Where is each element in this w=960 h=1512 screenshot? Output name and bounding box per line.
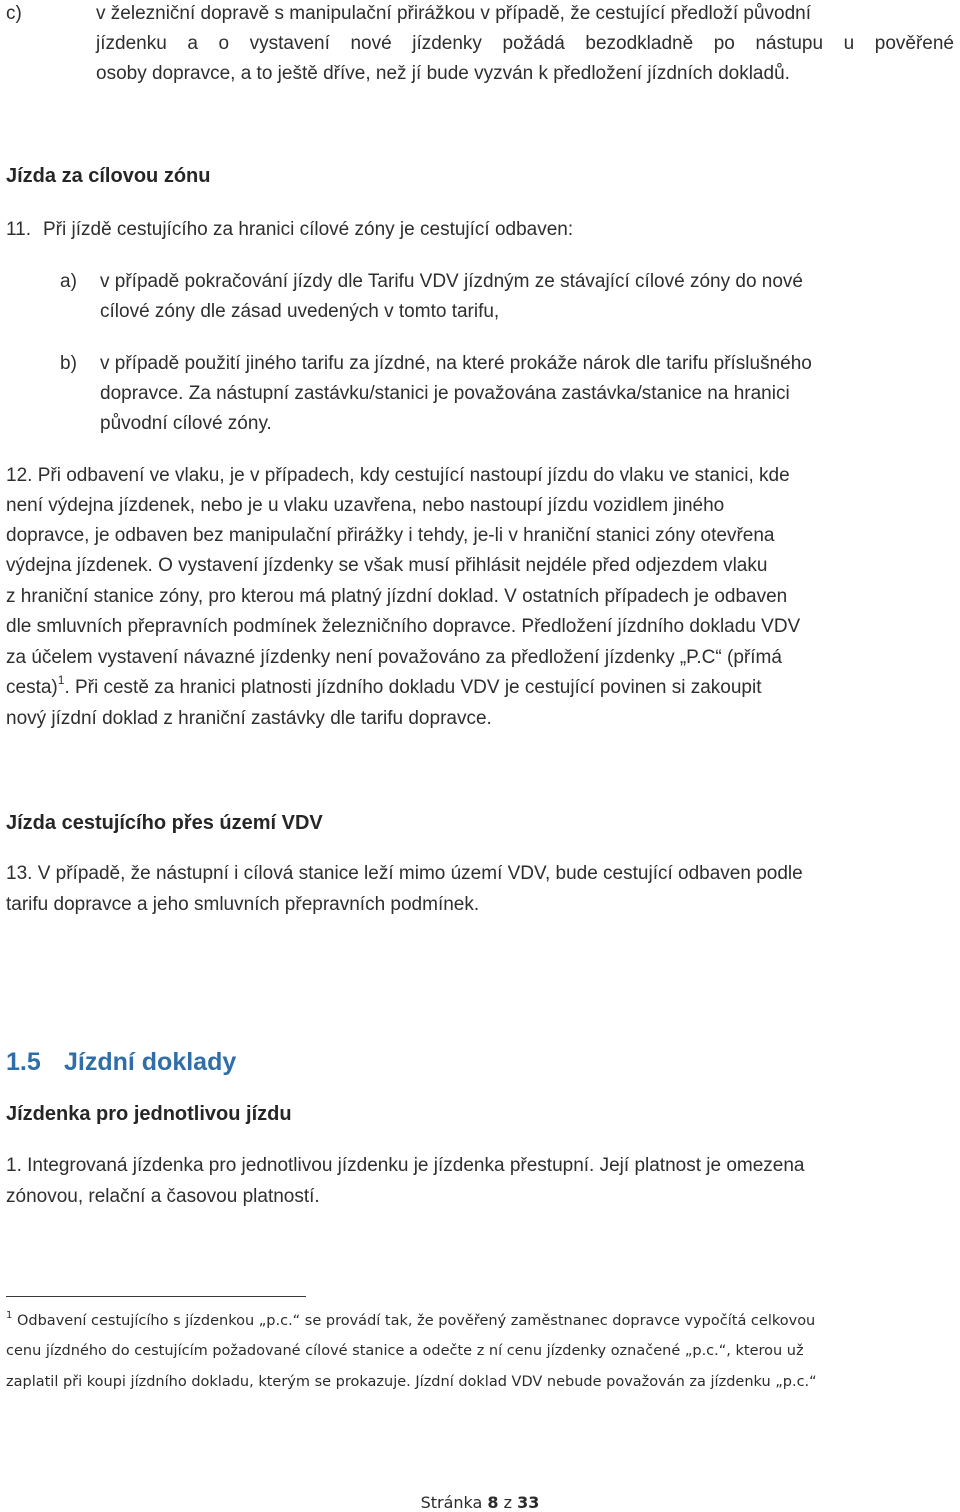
footnote-reference[interactable]: 1 [57,672,65,687]
para-12-line-9: nový jízdní doklad z hraniční zastávky dle tarifu dopravce. [6,708,492,729]
item-b-line-3: původní cílové zóny. [100,413,272,434]
heading-uzemi-vdv: Jízda cestujícího přes území VDV [6,812,323,834]
section-c-line-2: jízdenku a o vystavení nové jízdenky požádá bezodkladně po nástupu u pověřené [96,33,954,54]
item-b-label: b) [60,353,77,374]
heading-cilova-zona: Jízda za cílovou zónu [6,165,211,187]
section-c-line-3: osoby dopravce, a to ještě dříve, než jí bude vyzván k předložení jízdních dokladů. [96,63,790,84]
para-13-line-1: 13. V případě, že nástupní i cílová stanice leží mimo území VDV, bude cestující odbaven podle [6,863,803,884]
footnote-separator [6,1296,306,1297]
para-11-number: 11. [6,219,32,240]
heading-jednotliva-jizda: Jízdenka pro jednotlivou jízdu [6,1103,292,1125]
para-12-line-8-start: cesta) [6,677,58,698]
section-title: Jízdní doklady [64,1048,237,1076]
para-12-line-8-end: . Při cestě za hranici platnosti jízdního dokladu VDV je cestující povinen si zakoupit [64,677,762,698]
para-13-line-2: tarifu dopravce a jeho smluvních přepravních podmínek. [6,894,480,915]
para-1-line-1: 1. Integrovaná jízdenka pro jednotlivou jízdenku je jízdenka přestupní. Její platnost je omezena [6,1155,805,1176]
para-12-line-6: dle smluvních přepravních podmínek železničního dopravce. Předložení jízdního dokladu VDV [6,616,801,637]
para-12-line-4: výdejna jízdenek. O vystavení jízdenky se však musí přihlásit nejdéle před odjezdem vlaku [6,555,768,576]
item-a-line-2: cílové zóny dle zásad uvedených v tomto tarifu, [100,301,500,322]
para-12-line-1: 12. Při odbavení ve vlaku, je v případech, kdy cestující nastoupí jízdu do vlaku ve stanici, kde [6,465,790,486]
item-b-line-1: v případě použití jiného tarifu za jízdné, na které prokáže nárok dle tarifu příslušného [100,353,812,374]
page-total: 33 [517,1493,540,1512]
para-12-line-7: za účelem vystavení návazné jízdenky není považováno za předložení jízdenky „P.C“ (přímá [6,647,782,668]
footnote-marker: 1 [6,1310,13,1322]
para-12-line-3: dopravce, je odbaven bez manipulační přirážky i tehdy, je-li v hraniční stanici zóny otevřena [6,525,775,546]
item-b-line-2: dopravce. Za nástupní zastávku/stanici je považována zastávka/stanice na hranici [100,383,790,404]
footnote-line-3: zaplatil při koupi jízdního dokladu, kterým se prokazuje. Jízdní doklad VDV nebude považován za jízdenku „p.c.“ [6,1374,817,1390]
para-12-line-8 [6,672,762,700]
footnote-line-1 [6,1310,816,1329]
para-12-line-5: z hraniční stanice zóny, pro kterou má platný jízdní doklad. V ostatních případech je odbaven [6,586,788,607]
list-label-c: c) [6,3,22,24]
para-1-line-2: zónovou, relační a časovou platností. [6,1186,320,1207]
item-a-line-1: v případě pokračování jízdy dle Tarifu VDV jízdným ze stávající cílové zóny do nové [100,271,803,292]
section-heading-1-5 [6,1048,236,1077]
section-c-line-1: v železniční dopravě s manipulační přirážkou v případě, že cestující předloží původní [96,3,811,24]
page-footer-prefix: Stránka [420,1493,483,1512]
para-12-line-2: není výdejna jízdenek, nebo je u vlaku uzavřena, nebo nastoupí jízdu vozidlem jiného [6,495,725,516]
page-footer [0,1493,960,1512]
footnote-text-1: Odbavení cestujícího s jízdenkou „p.c.“ se provádí tak, že pověřený zaměstnanec dopravce vypočítá celkovou [16,1313,816,1329]
page-current: 8 [487,1493,499,1512]
footnote-line-2: cenu jízdného do cestujícím požadované cílové stanice a odečte z ní cenu jízdenky označené „p.c.“, kterou už [6,1343,804,1359]
para-11-text: Při jízdě cestujícího za hranici cílové zóny je cestující odbaven: [43,219,574,240]
page-footer-separator: z [503,1493,513,1512]
item-a-label: a) [60,271,77,292]
section-number: 1.5 [6,1048,41,1076]
